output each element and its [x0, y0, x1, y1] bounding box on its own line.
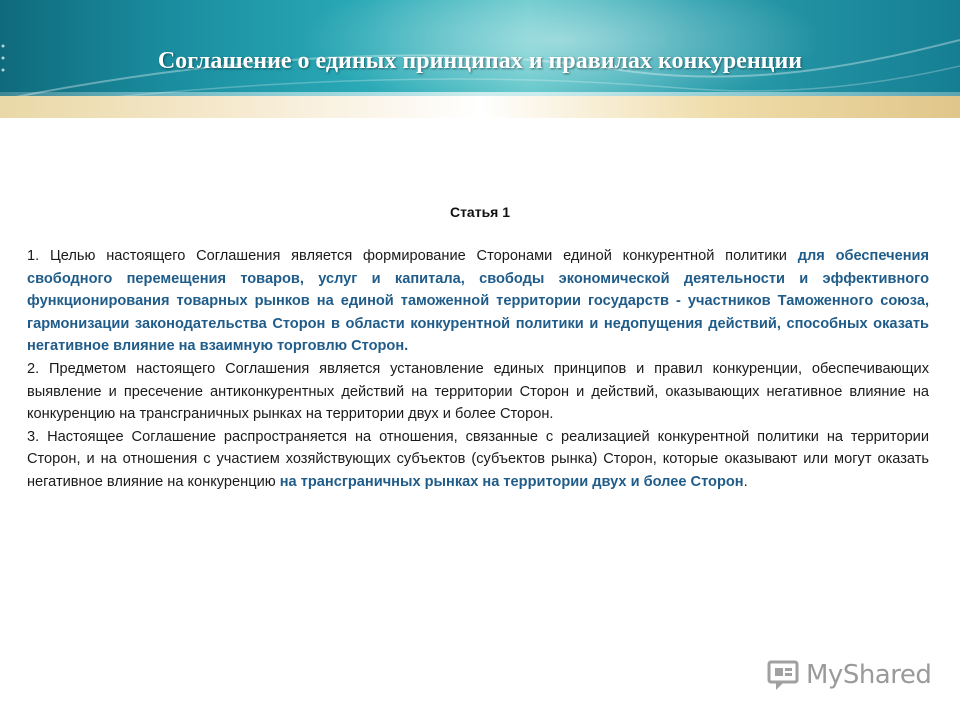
article-body	[27, 245, 929, 494]
paragraph-3-end: .	[743, 473, 748, 490]
paragraph-2	[27, 358, 929, 426]
paragraph-3-highlight: на трансграничных рынках на территории двух и более Сторон	[279, 473, 744, 490]
banner-gold-strip	[0, 96, 960, 118]
slide-title: Соглашение о единых принципах и правилах конкуренции	[157, 48, 803, 74]
paragraph-1-text: 1. Целью настоящего Соглашения является формирование Сторонами единой конкурентной политики	[27, 248, 798, 264]
paragraph-1	[27, 245, 929, 358]
header-banner	[0, 0, 960, 118]
paragraph-2-text: 2. Предметом настоящего Соглашения является установление единых принципов и правил конкуренции, обеспечивающих выявление и пресечение антиконкурентных действий на территории Сторон и действий, оказывающих негативное влияние на конкуренцию на трансграничных рынках на территории двух и более Сторон.	[27, 360, 929, 423]
paragraph-3-text: 3. Настоящее Соглашение распространяется на отношения, связанные с реализацией конкурентной политики на территории Сторон, и на отношения с участием хозяйствующих субъектов (субъектов рынка) Сторон, которые оказывают или могут оказать негативное влияние на конкуренцию	[27, 428, 929, 490]
paragraph-1-highlight: для обеспечения свободного перемещения товаров, услуг и капитала, свободы экономической деятельности и эффективного функционирования товарных рынков на единой таможенной территории государств - участников Таможенного союза, гармонизации законодательства Сторон в области конкурентной политики и недопущения действий, способных оказать негативное влияние на взаимную торговлю Сторон.	[27, 248, 929, 355]
paragraph-3	[27, 426, 929, 494]
myshared-logo-icon	[766, 656, 806, 696]
article-heading: Статья 1	[449, 204, 511, 220]
watermark-text: MyShared	[806, 660, 932, 690]
